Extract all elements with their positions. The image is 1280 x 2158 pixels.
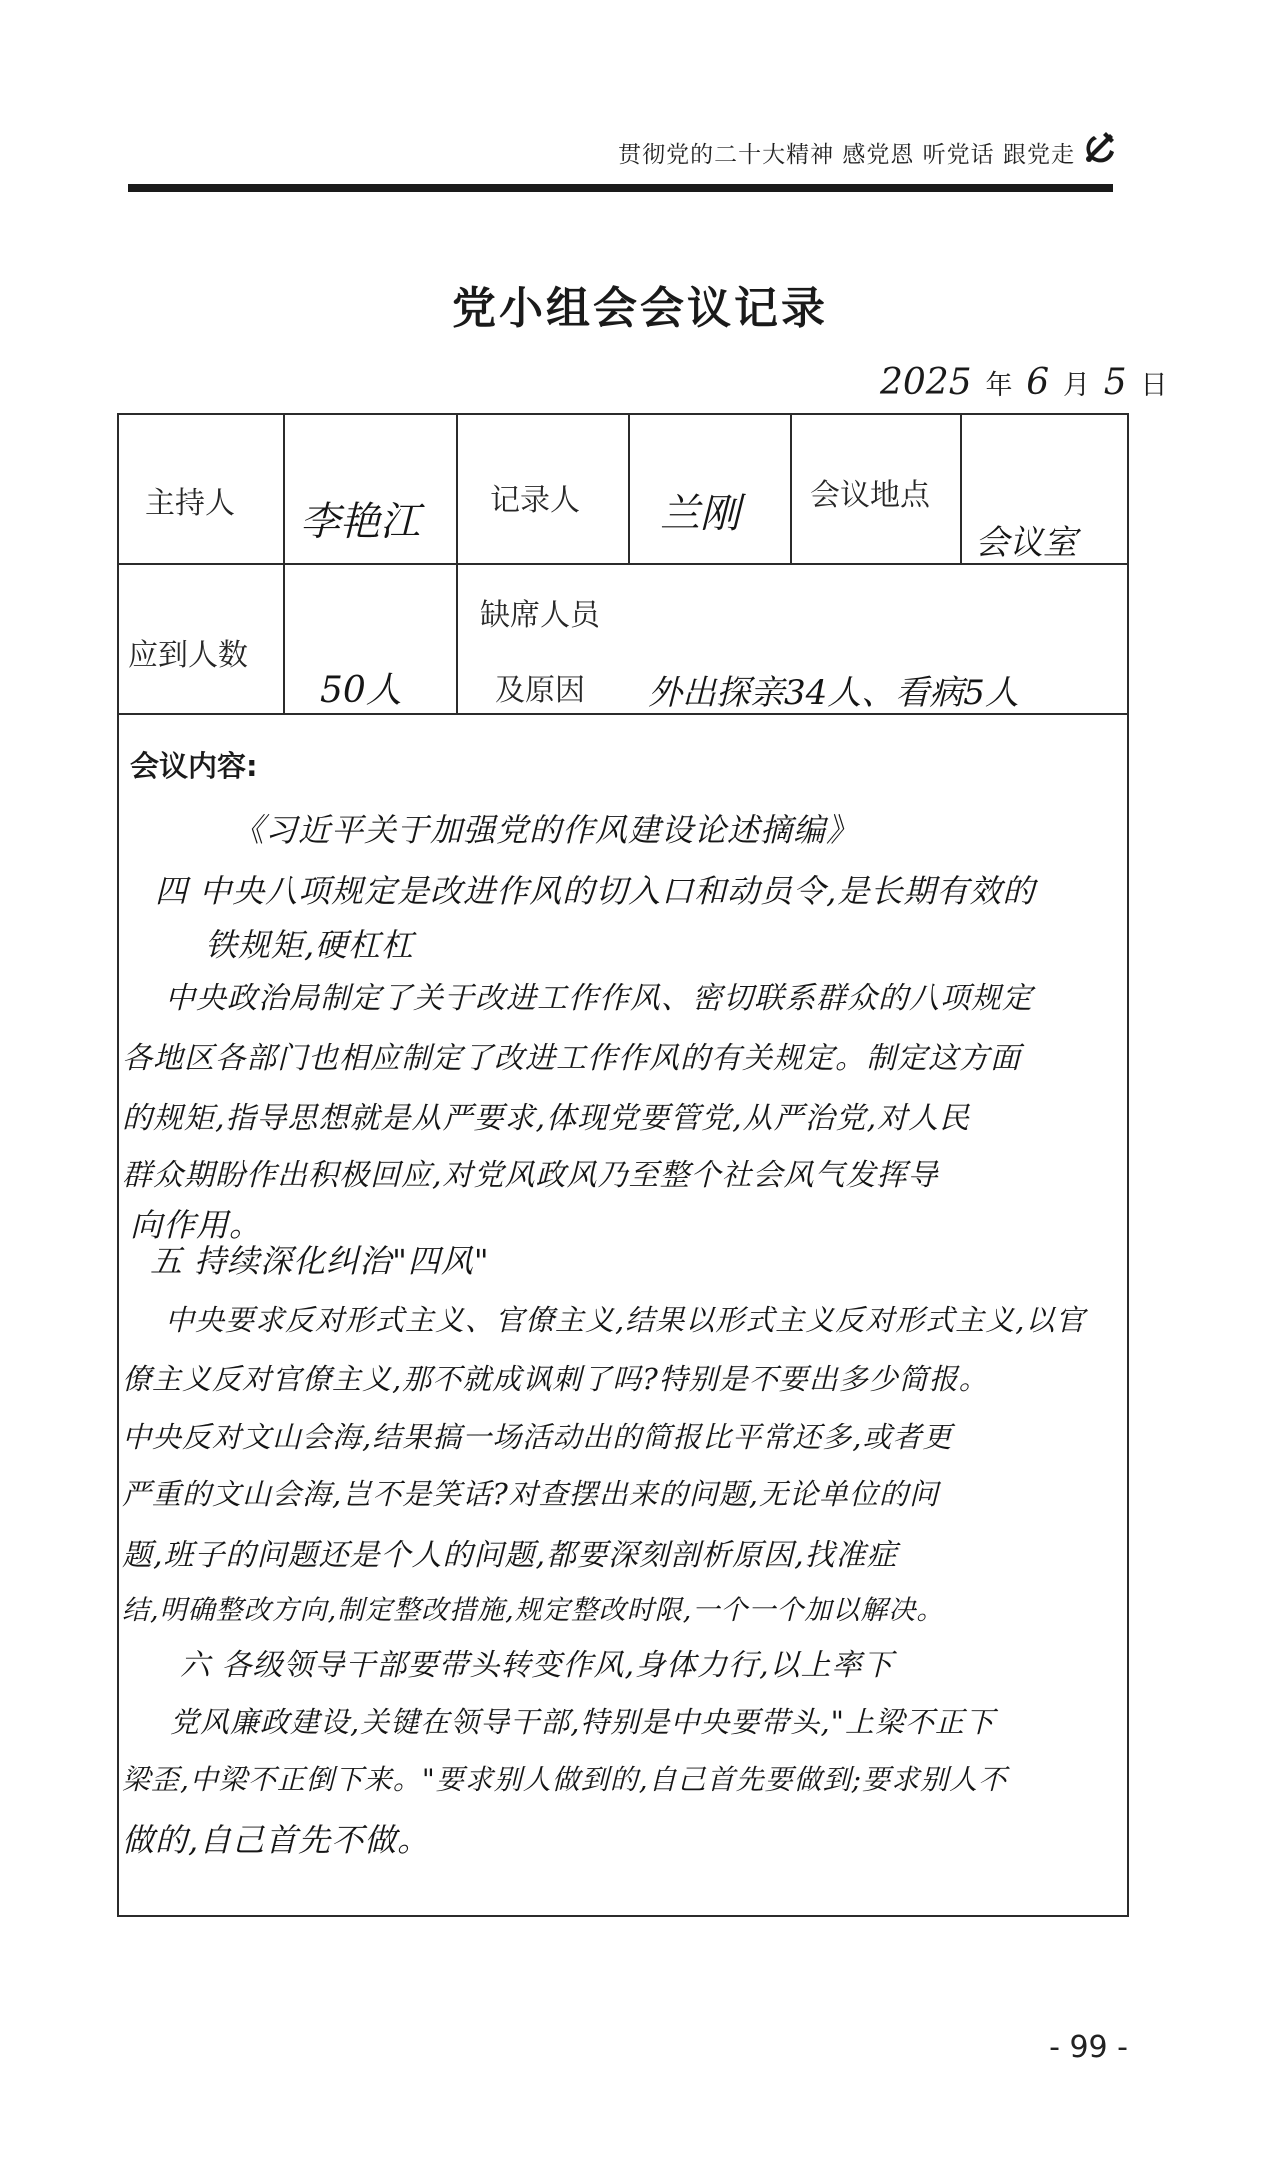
content-line: 群众期盼作出积极回应,对党风政风乃至整个社会风气发挥导 [122, 1158, 939, 1193]
content-line: 《习近平关于加强党的作风建设论述摘编》 [232, 811, 860, 849]
absent-value: 外出探亲34人、看病5人 [648, 673, 1019, 713]
absent-label-1: 缺席人员 [480, 598, 600, 633]
content-line: 严重的文山会海,岂不是笑话?对查摆出来的问题,无论单位的问 [122, 1477, 939, 1511]
content-line: 铁规矩,硬杠杠 [205, 926, 415, 964]
content-line: 中央政治局制定了关于改进工作作风、密切联系群众的八项规定 [165, 981, 1033, 1016]
recorder-label: 记录人 [490, 483, 580, 518]
table-col-divider [283, 413, 285, 715]
table-col-divider [960, 413, 962, 563]
date-year: 2025 [880, 362, 972, 403]
meeting-date [880, 362, 1171, 403]
content-line: 梁歪,中梁不正倒下来。"要求别人做到的,自己首先要做到;要求别人不 [122, 1763, 1008, 1796]
content-line: 僚主义反对官僚主义,那不就成讽刺了吗?特别是不要出多少简报。 [122, 1362, 989, 1396]
content-line: 六 各级领导干部要带头转变作风,身体力行,以上率下 [180, 1648, 894, 1683]
host-value: 李艳江 [300, 499, 420, 545]
content-line: 五 持续深化纠治"四风" [150, 1242, 490, 1280]
expected-value: 50人 [320, 670, 402, 711]
expected-label: 应到人数 [128, 638, 248, 673]
content-line: 做的,自己首先不做。 [122, 1821, 431, 1859]
date-month: 6 [1026, 362, 1050, 403]
date-day: 5 [1103, 362, 1127, 403]
party-emblem-icon [1080, 126, 1120, 166]
slogan: 贯彻党的二十大精神 感党恩 听党话 跟党走 [618, 142, 1075, 168]
location-label: 会议地点 [810, 478, 930, 513]
content-line: 的规矩,指导思想就是从严要求,体现党要管党,从严治党,对人民 [122, 1101, 971, 1136]
table-col-divider [456, 413, 458, 715]
date-day-label: 日 [1140, 370, 1168, 401]
recorder-value: 兰刚 [660, 491, 740, 537]
page-title: 党小组会会议记录 [452, 283, 828, 334]
content-line: 中央反对文山会海,结果搞一场活动出的简报比平常还多,或者更 [122, 1420, 953, 1454]
content-line: 四 中央八项规定是改进作风的切入口和动员令,是长期有效的 [155, 872, 1036, 910]
table-col-divider [790, 413, 792, 563]
content-label: 会议内容: [130, 749, 258, 783]
location-value: 会议室 [975, 523, 1077, 563]
table-col-divider [628, 413, 630, 563]
content-line: 题,班子的问题还是个人的问题,都要深刻剖析原因,找准症 [122, 1538, 898, 1573]
content-line: 结,明确整改方向,制定整改措施,规定整改时限,一个一个加以解决。 [122, 1595, 945, 1626]
date-month-label: 月 [1062, 370, 1090, 401]
content-line: 中央要求反对形式主义、官僚主义,结果以形式主义反对形式主义,以官 [165, 1303, 1086, 1337]
host-label: 主持人 [145, 486, 235, 521]
content-line: 各地区各部门也相应制定了改进工作作风的有关规定。制定这方面 [122, 1041, 1021, 1076]
date-year-label: 年 [985, 370, 1013, 401]
absent-label-2: 及原因 [495, 673, 585, 708]
header-rule [128, 184, 1113, 192]
content-line: 向作用。 [130, 1206, 263, 1244]
content-line: 党风廉政建设,关键在领导干部,特别是中央要带头,"上梁不正下 [170, 1705, 995, 1739]
page-number: - 99 - [1049, 2030, 1128, 2065]
